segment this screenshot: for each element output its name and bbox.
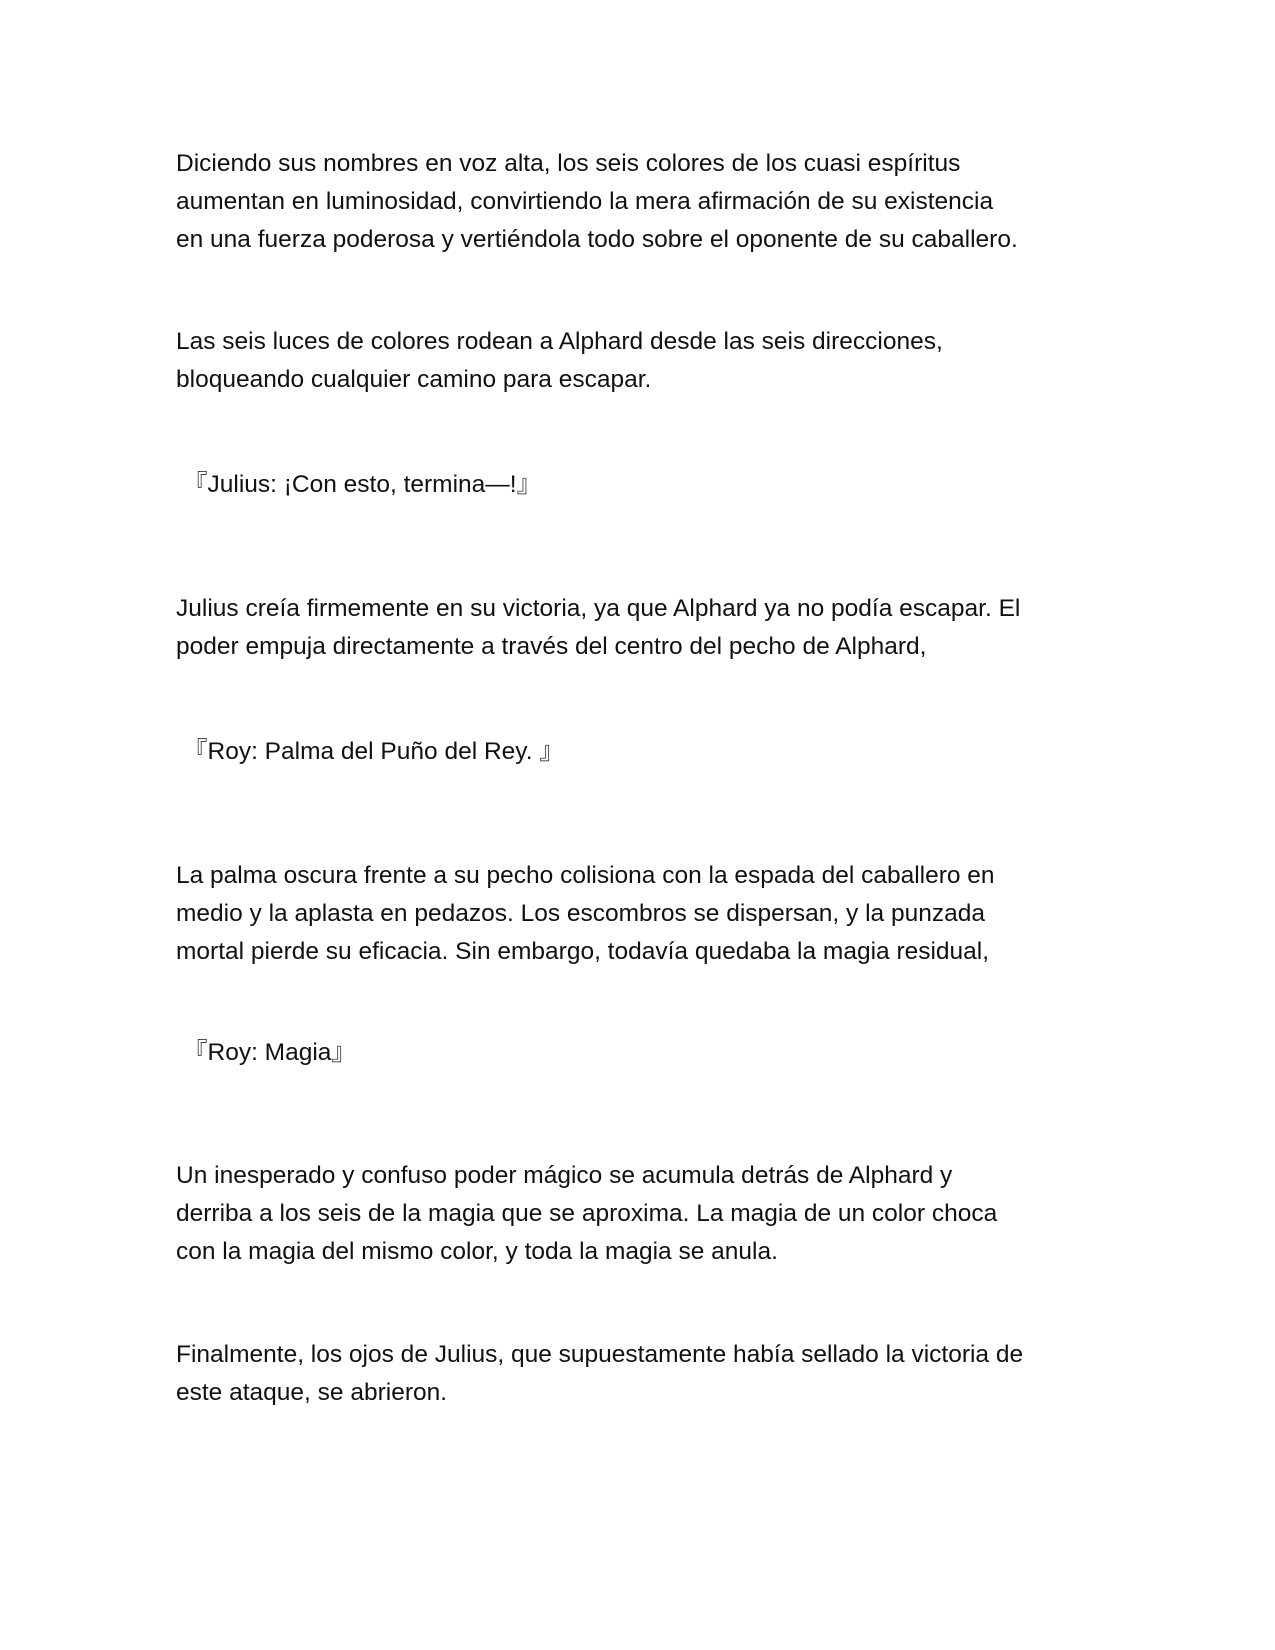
text-line: derriba a los seis de la magia que se aproxima. La magia de un color choca bbox=[176, 1200, 998, 1227]
dialogue-roy-magic bbox=[183, 1034, 1123, 1072]
paragraph-six-lights bbox=[176, 323, 1116, 399]
text-line: este ataque, se abrieron. bbox=[176, 1379, 448, 1406]
text-line: La palma oscura frente a su pecho colisiona con la espada del caballero en bbox=[176, 862, 995, 889]
paragraph-dark-palm bbox=[176, 857, 1116, 971]
text-line: poder empuja directamente a través del centro del pecho de Alphard, bbox=[176, 633, 927, 660]
text-line: Julius creía firmemente en su victoria, ya que Alphard ya no podía escapar. El bbox=[176, 595, 1021, 622]
text-line: Un inesperado y confuso poder mágico se acumula detrás de Alphard y bbox=[176, 1162, 953, 1189]
text-line: mortal pierde su eficacia. Sin embargo, todavía quedaba la magia residual, bbox=[176, 938, 990, 965]
text-line: bloqueando cualquier camino para escapar. bbox=[176, 366, 652, 393]
paragraph-eyes-opened bbox=[176, 1336, 1116, 1412]
text-line: medio y la aplasta en pedazos. Los escombros se dispersan, y la punzada bbox=[176, 900, 985, 927]
dialogue-line: 『Julius: ¡Con esto, termina—!』 bbox=[183, 471, 542, 498]
paragraph-julius-victory bbox=[176, 590, 1116, 666]
paragraph-spirit-colors bbox=[176, 145, 1116, 259]
text-line: Las seis luces de colores rodean a Alphard desde las seis direcciones, bbox=[176, 328, 943, 355]
text-line: Diciendo sus nombres en voz alta, los seis colores de los cuasi espíritus bbox=[176, 150, 961, 177]
text-line: Finalmente, los ojos de Julius, que supuestamente había sellado la victoria de bbox=[176, 1341, 1024, 1368]
dialogue-julius bbox=[183, 466, 1123, 504]
dialogue-line: 『Roy: Palma del Puño del Rey. 』 bbox=[183, 738, 564, 765]
paragraph-magic-clash bbox=[176, 1157, 1116, 1271]
dialogue-roy-palm bbox=[183, 733, 1123, 771]
text-line: en una fuerza poderosa y vertiéndola todo sobre el oponente de su caballero. bbox=[176, 226, 1018, 253]
text-line: con la magia del mismo color, y toda la magia se anula. bbox=[176, 1238, 778, 1265]
text-line: aumentan en luminosidad, convirtiendo la mera afirmación de su existencia bbox=[176, 188, 994, 215]
dialogue-line: 『Roy: Magia』 bbox=[183, 1039, 356, 1066]
